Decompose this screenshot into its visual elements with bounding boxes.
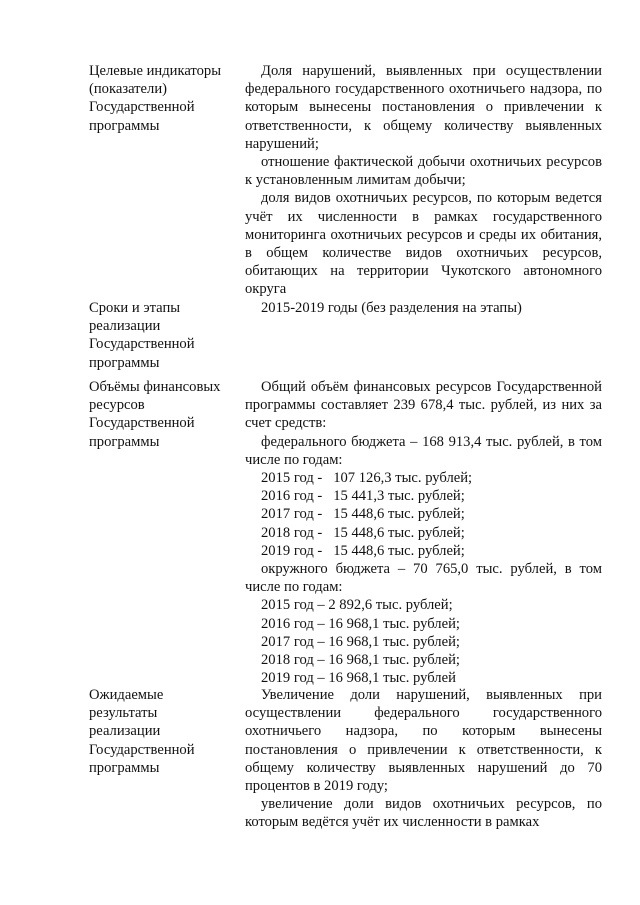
paragraph: Доля нарушений, выявленных при осуществлении федерального государственного охотничьего надзора, по которым вынесены постановления о привлечении к ответственности, к общему количеству выявленных нарушений; <box>245 63 602 152</box>
paragraph: Общий объём финансовых ресурсов Государственной программы составляет 239 678,4 тыс. рублей, из них за счет средств: <box>245 379 602 432</box>
row-label-line: результаты <box>89 705 158 722</box>
row-label <box>89 378 239 451</box>
regional-year-line: 2017 год – 16 968,1 тыс. рублей; <box>261 633 460 650</box>
row-content <box>245 686 602 832</box>
paragraph: доля видов охотничьих ресурсов, по которым ведется учёт их численности в рамках государственного мониторинга охотничьих ресурсов и среды их обитания, в общем количестве видов охотничьих ресурсов, обитающих на территории Чукотского автономного округа <box>245 190 602 298</box>
row-label-line: ресурсов <box>89 397 145 414</box>
row-content <box>245 299 602 317</box>
row-label-line: программы <box>89 433 160 450</box>
row-label-line: программы <box>89 117 160 134</box>
row-label-line: Государственной <box>89 415 195 432</box>
regional-year-line: 2019 год – 16 968,1 тыс. рублей <box>261 670 456 687</box>
row-label-line: Государственной <box>89 99 195 116</box>
federal-year-line: 2019 год - 15 448,6 тыс. рублей; <box>261 542 465 559</box>
federal-year-line: 2018 год - 15 448,6 тыс. рублей; <box>261 524 465 541</box>
regional-year-line: 2018 год – 16 968,1 тыс. рублей; <box>261 652 460 669</box>
paragraph: отношение фактической добычи охотничьих ресурсов к установленным лимитам добычи; <box>245 154 602 189</box>
row-label-line: программы <box>89 354 160 371</box>
federal-year-line: 2017 год - 15 448,6 тыс. рублей; <box>261 506 465 523</box>
paragraph: окружного бюджета – 70 765,0 тыс. рублей, в том числе по годам: <box>245 561 602 596</box>
row-label-line: реализации <box>89 318 161 335</box>
federal-year-line: 2015 год - 107 126,3 тыс. рублей; <box>261 470 473 487</box>
regional-year-line: 2016 год – 16 968,1 тыс. рублей; <box>261 615 460 632</box>
federal-year-line: 2016 год - 15 441,3 тыс. рублей; <box>261 488 465 505</box>
row-content <box>245 378 602 687</box>
row-label-line: Государственной <box>89 741 195 758</box>
row-label-line: Ожидаемые <box>89 687 164 703</box>
row-label-line: Объёмы финансовых <box>89 379 221 395</box>
row-label <box>89 62 239 135</box>
paragraph: увеличение доли видов охотничьих ресурсов, по которым ведётся учёт их численности в рамках <box>245 796 602 831</box>
row-label-line: программы <box>89 759 160 776</box>
paragraph: федерального бюджета – 168 913,4 тыс. рублей, в том числе по годам: <box>245 433 602 468</box>
row-label <box>89 686 239 777</box>
paragraph: 2015-2019 годы (без разделения на этапы) <box>261 300 522 316</box>
row-label-line: Сроки и этапы <box>89 300 181 316</box>
paragraph: Увеличение доли нарушений, выявленных при осуществлении федерального государственного охотничьего надзора, по которым вынесены постановления о привлечении к ответственности, к общему количеству выявленных нарушений до 70 процентов в 2019 году; <box>245 687 602 795</box>
row-content <box>245 62 602 299</box>
regional-year-line: 2015 год – 2 892,6 тыс. рублей; <box>261 597 453 614</box>
row-label-line: Государственной <box>89 336 195 353</box>
row-label-line: реализации <box>89 723 161 740</box>
row-label-line: Целевые индикаторы <box>89 63 222 79</box>
row-label-line: (показатели) <box>89 81 167 98</box>
row-label <box>89 299 239 372</box>
